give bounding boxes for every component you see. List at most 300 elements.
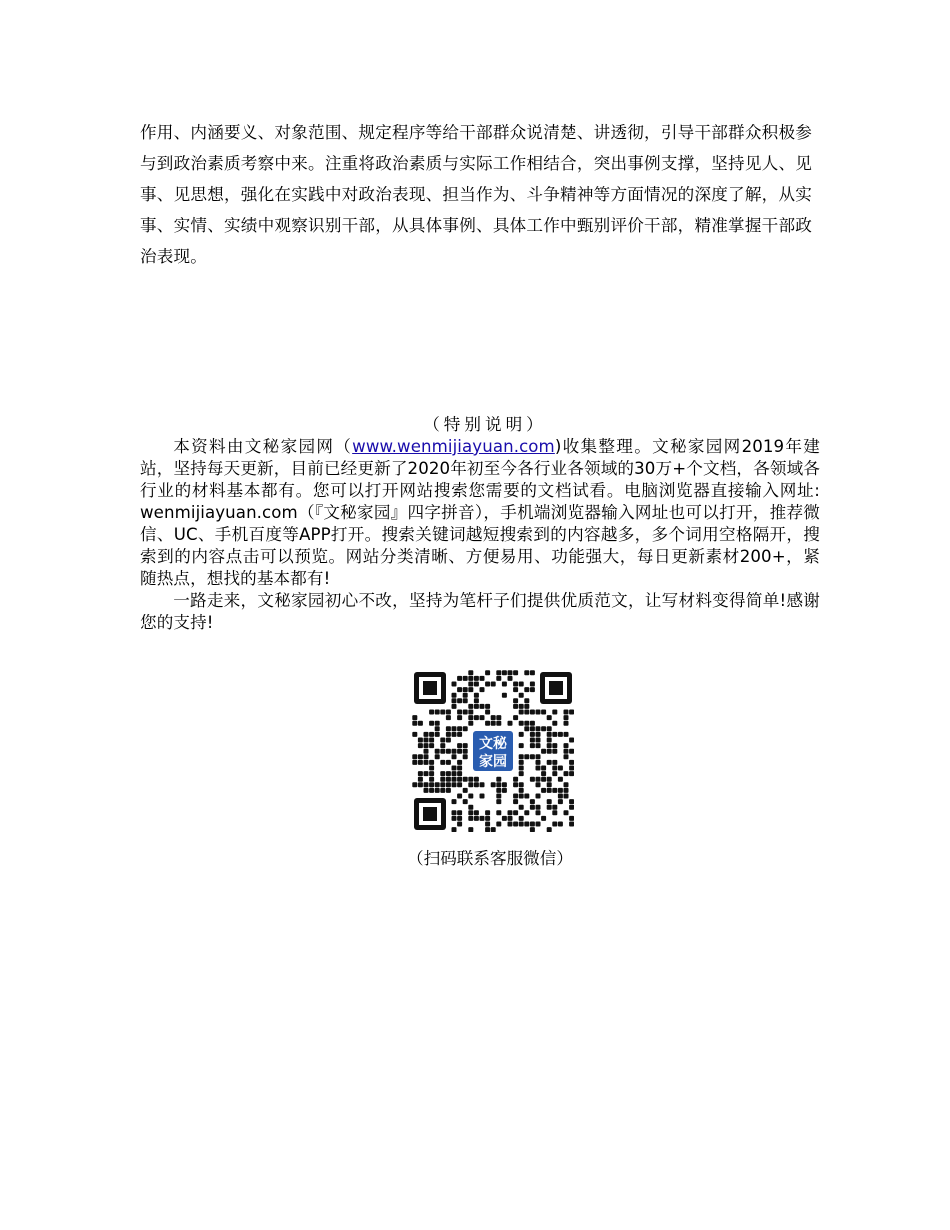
body-paragraph: 作用、内涵要义、对象范围、规定程序等给干部群众说清楚、讲透彻，引导干部群众积极参与到政治素质考察中来。注重将政治素质与实际工作相结合，突出事例支撑，坚持见人、见事、见思想，强化在实践中对政治表现、担当作为、斗争精神等方面情况的深度了解，从实事、实情、实绩中观察识别干部，从具体事例、具体工作中甄别评价干部，精准掌握干部政治表现。 [140, 123, 812, 266]
qr-module [440, 760, 445, 765]
qr-module [452, 782, 457, 787]
qr-module [474, 782, 479, 787]
qr-module [474, 715, 479, 720]
qr-module [457, 810, 462, 815]
qr-module [485, 704, 490, 709]
qr-module [552, 810, 557, 815]
qr-module [496, 810, 501, 815]
qr-module [457, 743, 462, 748]
qr-module [569, 760, 574, 765]
qr-module [418, 738, 423, 743]
qr-finder-bottom-left [414, 798, 446, 830]
qr-module [564, 754, 569, 759]
qr-module [474, 777, 479, 782]
qr-module [418, 754, 423, 759]
qr-module [463, 743, 468, 748]
qr-module [485, 827, 490, 832]
qr-module [496, 670, 501, 675]
qr-module [524, 721, 529, 726]
qr-module [558, 732, 563, 737]
qr-module [530, 822, 535, 827]
qr-module [446, 771, 451, 776]
qr-module [474, 676, 479, 681]
qr-module [530, 754, 535, 759]
qr-module [508, 816, 513, 821]
qr-module [502, 670, 507, 675]
qr-module [502, 816, 507, 821]
qr-module [569, 771, 574, 776]
qr-module [452, 754, 457, 759]
qr-module [424, 738, 429, 743]
qr-module [541, 726, 546, 731]
qr-module [508, 822, 513, 827]
qr-module [485, 816, 490, 821]
qr-module [547, 827, 552, 832]
qr-module [564, 771, 569, 776]
qr-module [519, 704, 524, 709]
qr-module [547, 788, 552, 793]
qr-module [424, 754, 429, 759]
qr-module [452, 732, 457, 737]
qr-module [496, 788, 501, 793]
qr-module [452, 810, 457, 815]
qr-module [536, 777, 541, 782]
qr-module [513, 715, 518, 720]
qr-module [513, 822, 518, 827]
qr-module [485, 682, 490, 687]
qr-module [429, 738, 434, 743]
qr-module [558, 777, 563, 782]
qr-module [513, 670, 518, 675]
qr-module [536, 754, 541, 759]
qr-module [530, 682, 535, 687]
qr-module [552, 743, 557, 748]
qr-module [435, 710, 440, 715]
qr-module [440, 743, 445, 748]
qr-module [468, 687, 473, 692]
qr-module [468, 704, 473, 709]
qr-module [552, 822, 557, 827]
qr-module [530, 827, 535, 832]
qr-module [519, 816, 524, 821]
qr-module [485, 822, 490, 827]
qr-module [519, 822, 524, 827]
qr-module [530, 670, 535, 675]
qr-module [508, 676, 513, 681]
qr-module [446, 715, 451, 720]
qr-module [530, 777, 535, 782]
qr-module [530, 721, 535, 726]
qr-module [446, 760, 451, 765]
qr-module [468, 816, 473, 821]
qr-module [491, 782, 496, 787]
qr-module [468, 810, 473, 815]
qr-module [463, 687, 468, 692]
qr-module [547, 738, 552, 743]
qr-code-image [412, 670, 574, 832]
qr-module [457, 676, 462, 681]
qr-module [418, 760, 423, 765]
qr-module [519, 782, 524, 787]
qr-module [491, 715, 496, 720]
qr-module [519, 766, 524, 771]
qr-module [474, 698, 479, 703]
qr-module [564, 721, 569, 726]
qr-finder-top-left [414, 672, 446, 704]
qr-module [519, 771, 524, 776]
qr-module [547, 760, 552, 765]
qr-module [519, 732, 524, 737]
qr-module [463, 777, 468, 782]
qr-module [452, 771, 457, 776]
qr-module [496, 676, 501, 681]
qr-module [485, 670, 490, 675]
qr-module [519, 760, 524, 765]
qr-module [452, 726, 457, 731]
qr-module [412, 754, 417, 759]
qr-module [468, 682, 473, 687]
qr-module [569, 822, 574, 827]
qr-module [468, 676, 473, 681]
qr-module [569, 749, 574, 754]
qr-module [536, 710, 541, 715]
qr-module [468, 710, 473, 715]
qr-module [457, 771, 462, 776]
qr-module [418, 743, 423, 748]
qr-logo-text-line2: 家园 [479, 754, 507, 770]
qr-module [418, 721, 423, 726]
qr-module [429, 766, 434, 771]
qr-module [435, 782, 440, 787]
qr-module [463, 676, 468, 681]
qr-module [463, 710, 468, 715]
qr-module [468, 721, 473, 726]
qr-module [519, 788, 524, 793]
qr-module [485, 710, 490, 715]
notice-title: （特别说明） [423, 415, 547, 434]
qr-module [468, 827, 473, 832]
qr-module [524, 794, 529, 799]
qr-module [552, 721, 557, 726]
qr-module [564, 782, 569, 787]
qr-module [564, 788, 569, 793]
qr-module [558, 822, 563, 827]
qr-module [457, 732, 462, 737]
qr-module [474, 704, 479, 709]
qr-module [468, 777, 473, 782]
qr-module [524, 710, 529, 715]
qr-module [429, 743, 434, 748]
qr-module [412, 721, 417, 726]
qr-module [513, 799, 518, 804]
qr-module [435, 721, 440, 726]
qr-module [446, 738, 451, 743]
qr-module [513, 810, 518, 815]
qr-module [463, 693, 468, 698]
website-link[interactable]: www.wenmijiayuan.com [352, 437, 555, 456]
qr-module [564, 710, 569, 715]
qr-module [412, 732, 417, 737]
qr-module [452, 704, 457, 709]
qr-module [524, 698, 529, 703]
qr-module [457, 726, 462, 731]
qr-module [429, 732, 434, 737]
qr-module [530, 726, 535, 731]
qr-module [452, 816, 457, 821]
qr-module [418, 782, 423, 787]
qr-module [440, 771, 445, 776]
qr-module [536, 743, 541, 748]
qr-module [569, 816, 574, 821]
qr-code [412, 670, 574, 832]
qr-module [446, 777, 451, 782]
qr-module [474, 682, 479, 687]
qr-module [457, 777, 462, 782]
qr-module [508, 810, 513, 815]
qr-module [524, 670, 529, 675]
qr-module [536, 794, 541, 799]
qr-module [558, 794, 563, 799]
qr-module [424, 771, 429, 776]
qr-module [541, 749, 546, 754]
qr-module [468, 805, 473, 810]
qr-module [530, 799, 535, 804]
qr-module [440, 749, 445, 754]
qr-module [446, 732, 451, 737]
qr-module [519, 693, 524, 698]
qr-module [530, 805, 535, 810]
qr-module [440, 782, 445, 787]
qr-module [524, 726, 529, 731]
qr-module [424, 788, 429, 793]
qr-module [524, 704, 529, 709]
qr-module [429, 782, 434, 787]
qr-module [541, 771, 546, 776]
qr-module [424, 782, 429, 787]
qr-module [564, 732, 569, 737]
qr-module [530, 743, 535, 748]
qr-module [558, 799, 563, 804]
qr-module [457, 687, 462, 692]
qr-module [569, 805, 574, 810]
qr-module [547, 715, 552, 720]
qr-module [440, 788, 445, 793]
qr-module [552, 766, 557, 771]
qr-module [541, 766, 546, 771]
qr-module [485, 721, 490, 726]
qr-module [452, 682, 457, 687]
qr-module [513, 704, 518, 709]
qr-module [496, 782, 501, 787]
qr-module [480, 715, 485, 720]
qr-module [536, 766, 541, 771]
qr-module [474, 810, 479, 815]
qr-module [457, 749, 462, 754]
qr-module [541, 777, 546, 782]
qr-module [440, 738, 445, 743]
qr-module [536, 732, 541, 737]
notice-text-after-link: )收集整理。文秘家园网2019年建站，坚持每天更新，目前已经更新了2020年初至今各行业各领域的30万+个文档，各领域各行业的材料基本都有。您可以打开网站搜索您需要的文档试看。电脑浏览器直接输入网址: wenmijiayuan.com（『文秘家园』四字拼音），手机端浏览器输入网址也可以打开，推荐微信、UC、手机百度等APP打开。搜索关键词越短搜索到的内容越多，多个词用空格隔开，搜索到的内容点击可以预览。网站分类清晰、方便易用、功能强大，每日更新素材200+，紧随热点，想找的基本都有! [140, 437, 820, 588]
qr-module [491, 827, 496, 832]
qr-module [452, 693, 457, 698]
qr-module [446, 710, 451, 715]
qr-module [457, 760, 462, 765]
qr-module [519, 743, 524, 748]
qr-module [513, 687, 518, 692]
qr-module [524, 810, 529, 815]
qr-module [457, 710, 462, 715]
qr-module [424, 749, 429, 754]
qr-module [519, 805, 524, 810]
qr-module [519, 721, 524, 726]
qr-module [452, 749, 457, 754]
qr-module [491, 721, 496, 726]
qr-module [496, 822, 501, 827]
qr-module [457, 766, 462, 771]
qr-module [530, 710, 535, 715]
qr-module [502, 693, 507, 698]
qr-logo-text-line1: 文秘 [479, 736, 507, 752]
qr-module [552, 760, 557, 765]
qr-module [496, 721, 501, 726]
qr-module [440, 710, 445, 715]
qr-module [519, 794, 524, 799]
qr-module [569, 766, 574, 771]
qr-module [530, 738, 535, 743]
qr-module [480, 687, 485, 692]
qr-caption: （扫码联系客服微信） [407, 849, 573, 868]
qr-module [541, 816, 546, 821]
qr-module [536, 810, 541, 815]
qr-module [569, 710, 574, 715]
qr-module [536, 805, 541, 810]
qr-module [536, 738, 541, 743]
qr-module [547, 799, 552, 804]
qr-module [569, 799, 574, 804]
qr-module [446, 788, 451, 793]
qr-module [519, 710, 524, 715]
qr-module [452, 799, 457, 804]
qr-module [491, 682, 496, 687]
qr-module [452, 777, 457, 782]
qr-module [552, 788, 557, 793]
qr-module [435, 788, 440, 793]
qr-module [547, 777, 552, 782]
qr-module [435, 754, 440, 759]
qr-module [564, 794, 569, 799]
qr-module [564, 810, 569, 815]
qr-module [547, 726, 552, 731]
qr-module [429, 760, 434, 765]
qr-module [513, 782, 518, 787]
notice-text-before-link: 本资料由文秘家园网（ [173, 437, 353, 456]
qr-module [519, 754, 524, 759]
qr-module [564, 743, 569, 748]
qr-module [463, 749, 468, 754]
qr-module [452, 827, 457, 832]
qr-module [524, 754, 529, 759]
qr-module [457, 782, 462, 787]
qr-module [536, 822, 541, 827]
qr-module [468, 670, 473, 675]
qr-module [552, 771, 557, 776]
qr-module [429, 788, 434, 793]
qr-module [446, 749, 451, 754]
qr-module [513, 794, 518, 799]
qr-module [480, 794, 485, 799]
qr-module [536, 760, 541, 765]
qr-module [524, 687, 529, 692]
qr-module [480, 816, 485, 821]
qr-module [558, 788, 563, 793]
qr-module [485, 810, 490, 815]
qr-module [435, 726, 440, 731]
qr-module [541, 710, 546, 715]
qr-module [536, 726, 541, 731]
qr-module [457, 822, 462, 827]
qr-module [412, 715, 417, 720]
qr-module [457, 698, 462, 703]
qr-module [468, 794, 473, 799]
qr-module [429, 710, 434, 715]
qr-module [552, 805, 557, 810]
qr-module [412, 760, 417, 765]
qr-module [547, 805, 552, 810]
qr-module [463, 726, 468, 731]
qr-module [480, 782, 485, 787]
qr-module [412, 782, 417, 787]
qr-module [547, 782, 552, 787]
qr-module [429, 777, 434, 782]
qr-module [480, 704, 485, 709]
qr-module [440, 777, 445, 782]
qr-module [480, 676, 485, 681]
qr-module [513, 777, 518, 782]
qr-module [468, 715, 473, 720]
qr-module [457, 794, 462, 799]
qr-module [508, 721, 513, 726]
qr-module [496, 799, 501, 804]
qr-module [429, 771, 434, 776]
qr-module [502, 782, 507, 787]
qr-module [519, 682, 524, 687]
qr-module [502, 788, 507, 793]
qr-module [424, 743, 429, 748]
qr-module [536, 782, 541, 787]
qr-module [564, 749, 569, 754]
qr-module [541, 788, 546, 793]
qr-module [446, 782, 451, 787]
qr-module [569, 738, 574, 743]
qr-module [418, 771, 423, 776]
qr-module [496, 777, 501, 782]
qr-module [530, 687, 535, 692]
special-notice [140, 414, 820, 634]
qr-module [547, 743, 552, 748]
qr-module [463, 698, 468, 703]
qr-module [547, 749, 552, 754]
notice-paragraph-2: 一路走来，文秘家园初心不改，坚持为笔杆子们提供优质范文，让写材料变得简单!感谢您的支持! [140, 591, 820, 632]
qr-module [457, 715, 462, 720]
qr-module [496, 715, 501, 720]
qr-module [547, 732, 552, 737]
qr-module [558, 766, 563, 771]
qr-module [474, 816, 479, 821]
qr-module [468, 782, 473, 787]
qr-module [418, 777, 423, 782]
qr-module [457, 816, 462, 821]
qr-module [474, 693, 479, 698]
